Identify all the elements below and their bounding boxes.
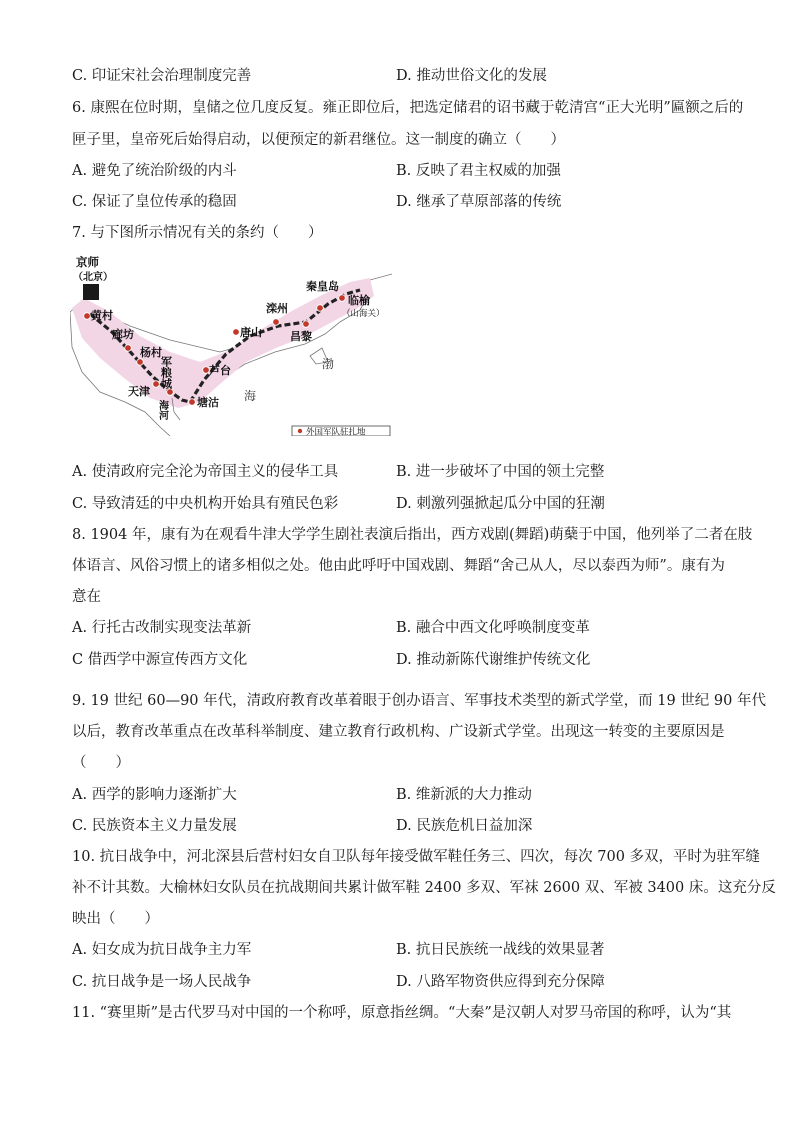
legend-dot-icon bbox=[298, 429, 302, 433]
q5-option-c: C. 印证宋社会治理制度完善 bbox=[72, 68, 252, 84]
station-qinhuangdao-dot bbox=[317, 305, 324, 312]
q9-option-b: B. 维新派的大力推动 bbox=[396, 787, 532, 803]
q8-option-c: C 借西学中源宣传西方文化 bbox=[72, 652, 248, 668]
q8-option-b: B. 融合中西文化呼唤制度变革 bbox=[396, 620, 590, 636]
capital-label: 京师 bbox=[76, 255, 99, 269]
capital-sub-label: （北京） bbox=[73, 272, 113, 283]
legend-label: 外国军队驻扎地 bbox=[306, 427, 366, 436]
station-langfang-dot bbox=[125, 345, 132, 352]
q7-railway-map bbox=[70, 252, 392, 436]
station-tangshan-dot bbox=[233, 329, 240, 336]
q10-stem-line-1: 10. 抗日战争中，河北深县后营村妇女自卫队每年接受做军鞋任务三、四次，每次 700 多双，平时为驻军缝 bbox=[72, 849, 761, 865]
station-junliangcheng-label: 军粮城 bbox=[159, 356, 173, 389]
station-tangshan-label: 唐山 bbox=[240, 326, 262, 339]
station-yangcun-label: 杨村 bbox=[140, 346, 162, 359]
q7-stem: 7. 与下图所示情况有关的条约（ ） bbox=[72, 225, 323, 241]
q5-option-d: D. 推动世俗文化的发展 bbox=[396, 68, 547, 84]
q11-stem-line-1: 11. “赛里斯”是古代罗马对中国的一个称呼，原意指丝绸。“大秦”是汉朝人对罗马帝国的称呼，认为“其 bbox=[72, 1005, 732, 1021]
station-huangcun-dot bbox=[84, 313, 91, 320]
q6-option-a: A. 避免了统治阶级的内斗 bbox=[72, 163, 237, 179]
station-luanzhou-dot bbox=[273, 319, 280, 326]
sea-label-1: 渤 bbox=[322, 357, 335, 371]
q8-stem-line-3: 意在 bbox=[72, 589, 101, 605]
q9-stem-line-1: 9. 19 世纪 60—90 年代，清政府教育改革着眼于创办语言、军事技术类型的新式学堂，而 19 世纪 90 年代 bbox=[72, 693, 766, 709]
q10-option-b: B. 抗日民族统一战线的效果显著 bbox=[396, 942, 605, 958]
station-junliangcheng-dot bbox=[167, 389, 174, 396]
q6-option-d: D. 继承了草原部落的传统 bbox=[396, 194, 562, 210]
q7-option-b: B. 进一步破坏了中国的领土完整 bbox=[396, 464, 605, 480]
station-huangcun-label: 黄村 bbox=[91, 309, 113, 322]
station-yangcun-dot bbox=[137, 359, 144, 366]
q10-option-d: D. 八路军物资供应得到充分保障 bbox=[396, 974, 605, 990]
station-linyu-label: 临榆 bbox=[348, 294, 370, 307]
sea-label-2: 海 bbox=[244, 389, 257, 403]
q6-option-c: C. 保证了皇位传承的稳固 bbox=[72, 194, 237, 210]
station-changli-label: 昌黎 bbox=[290, 330, 312, 343]
station-tianjin-label: 天津 bbox=[128, 385, 150, 398]
station-tanggu-dot bbox=[189, 399, 196, 406]
station-luanzhou-label: 滦州 bbox=[266, 302, 288, 315]
q8-option-d: D. 推动新陈代谢维护传统文化 bbox=[396, 652, 591, 668]
q6-stem-line-1: 6. 康熙在位时期，皇储之位几度反复。雍正即位后，把选定储君的诏书藏于乾清宫“正大光明”匾额之后的 bbox=[72, 100, 744, 116]
station-tianjin-dot bbox=[153, 381, 160, 388]
river-label: 海河 bbox=[156, 400, 168, 420]
q7-option-a: A. 使清政府完全沦为帝国主义的侵华工具 bbox=[72, 464, 339, 480]
q7-option-c: C. 导致清廷的中央机构开始具有殖民色彩 bbox=[72, 496, 339, 512]
q8-option-a: A. 行托古改制实现变法革新 bbox=[72, 620, 252, 636]
q9-option-a: A. 西学的影响力逐渐扩大 bbox=[72, 787, 237, 803]
q10-stem-line-2: 补不计其数。大榆林妇女队员在抗战期间共累计做军鞋 2400 多双、军袜 2600 双、军被 3400 床。这充分反 bbox=[72, 880, 776, 896]
station-lutai-label: 芦台 bbox=[209, 364, 231, 377]
q10-option-c: C. 抗日战争是一场人民战争 bbox=[72, 974, 252, 990]
station-shanhaiguan-label: （山海关） bbox=[342, 309, 385, 319]
q9-option-c: C. 民族资本主义力量发展 bbox=[72, 818, 237, 834]
q9-stem-line-3: （ ） bbox=[72, 755, 130, 771]
q10-stem-line-3: 映出（ ） bbox=[72, 911, 159, 927]
station-tanggu-label: 塘沽 bbox=[197, 396, 219, 409]
q6-option-b: B. 反映了君主权威的加强 bbox=[396, 163, 561, 179]
q9-option-d: D. 民族危机日益加深 bbox=[396, 818, 533, 834]
q10-option-a: A. 妇女成为抗日战争主力军 bbox=[72, 942, 252, 958]
station-changli-dot bbox=[303, 321, 310, 328]
occupied-corridor bbox=[72, 278, 374, 408]
q7-option-d: D. 刺激列强掀起瓜分中国的狂潮 bbox=[396, 496, 605, 512]
q8-stem-line-1: 8. 1904 年，康有为在观看牛津大学学生剧社表演后指出，西方戏剧(舞蹈)萌蘖于中国，他列举了二者在肢 bbox=[72, 527, 753, 543]
capital-icon bbox=[83, 284, 99, 300]
station-langfang-label: 廊坊 bbox=[112, 328, 134, 341]
station-qinhuangdao-label: 秦皇岛 bbox=[306, 280, 339, 293]
station-linyu-dot bbox=[339, 295, 346, 302]
q9-stem-line-2: 以后，教育改革重点在改革科举制度、建立教育行政机构、广设新式学堂。出现这一转变的主要原因是 bbox=[72, 724, 725, 740]
q6-stem-line-2: 匣子里，皇帝死后始得启动，以便预定的新君继位。这一制度的确立（ ） bbox=[72, 132, 565, 148]
q8-stem-line-2: 体语言、风俗习惯上的诸多相似之处。他由此呼吁中国戏剧、舞蹈“舍己从人，尽以泰西为师”。康有为 bbox=[72, 558, 725, 574]
